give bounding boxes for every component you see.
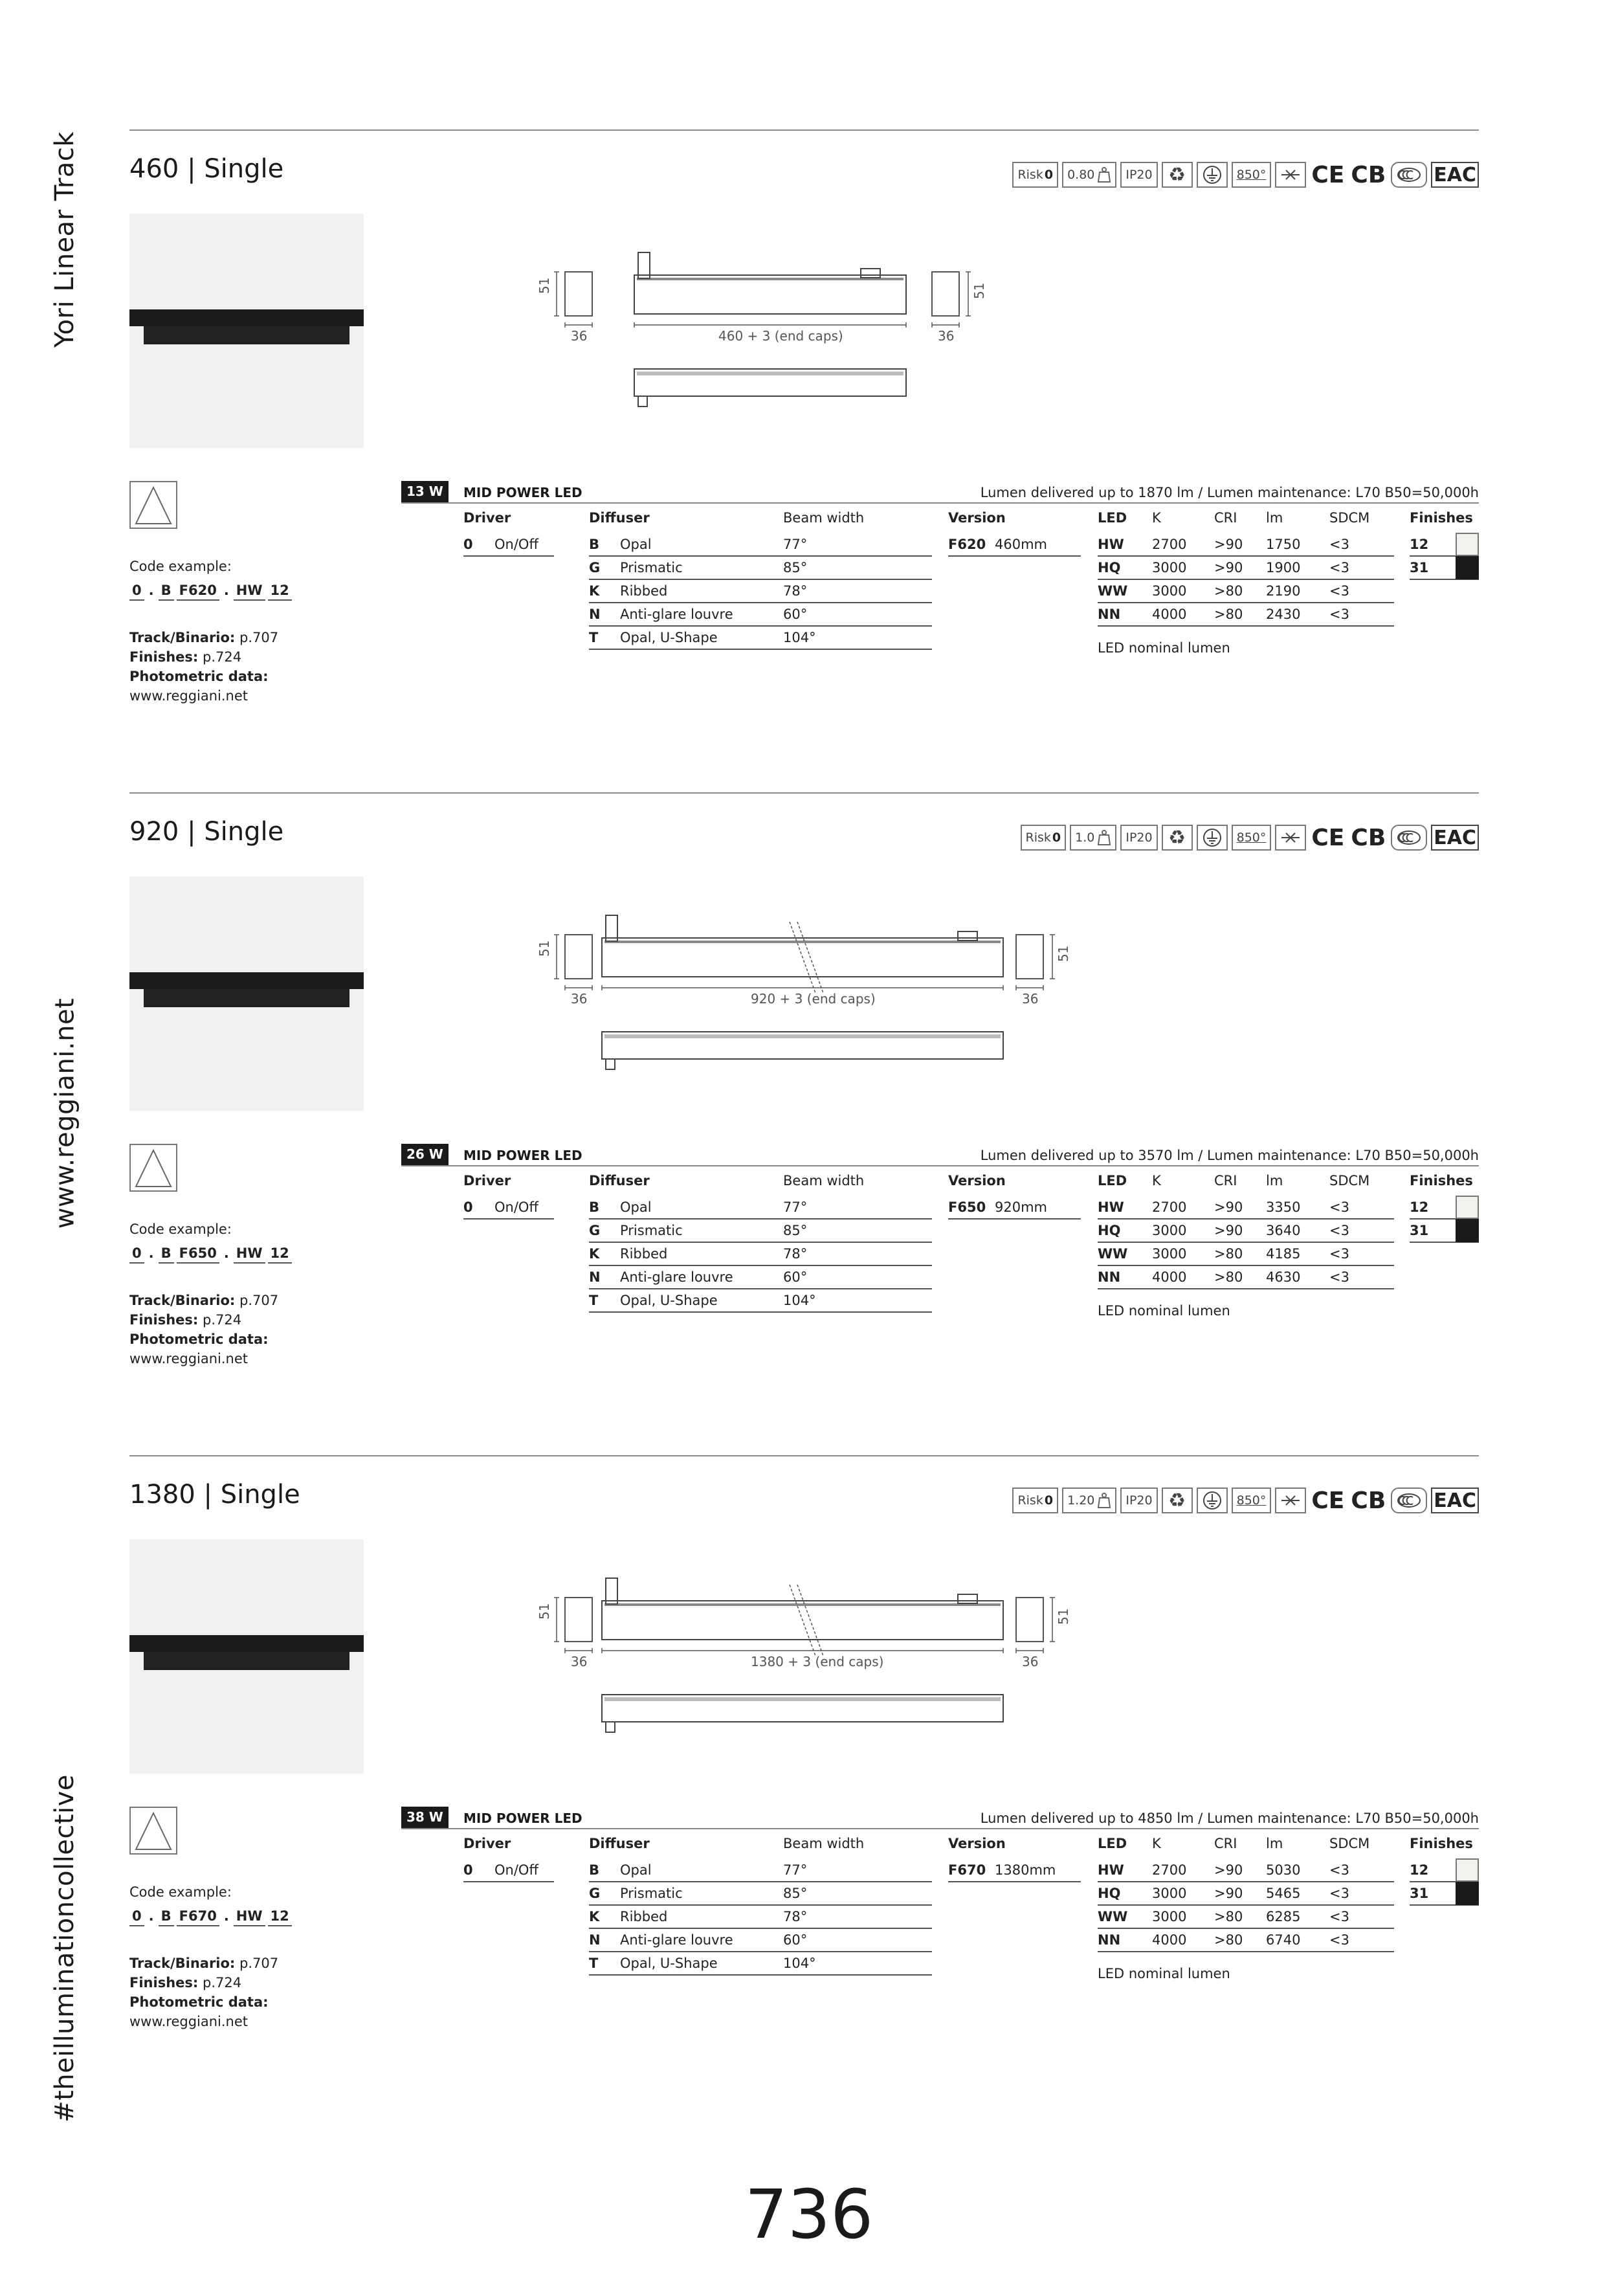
risk-badge: Risk 0: [1021, 825, 1067, 851]
led-row: WW 3000 >80 4185 <3: [1098, 1243, 1394, 1266]
ground-icon: [1197, 1488, 1228, 1513]
dim-length: 460 + 3 (end caps): [718, 328, 843, 344]
reference-info: Track/Binario: p.707 Finishes: p.724 Photometric data: www.reggiani.net: [129, 1291, 278, 1368]
photometric-icon: [129, 1807, 177, 1855]
code-version: F670: [177, 1908, 219, 1926]
break-lines: [790, 1585, 823, 1656]
temperature-badge: 850°: [1232, 162, 1272, 188]
cb-mark: CB: [1351, 824, 1386, 851]
finish-swatch: [1456, 1858, 1479, 1882]
led-row: HW 2700 >90 3350 <3: [1098, 1196, 1394, 1220]
diffuser-row: G Prismatic 85°: [589, 557, 932, 580]
led-row: HW 2700 >90 5030 <3: [1098, 1859, 1394, 1882]
ip-rating-badge: IP20: [1120, 825, 1157, 851]
code-diffuser: B: [159, 1245, 174, 1264]
version-column: Version F670 1380mm: [948, 1836, 1081, 1882]
website-link[interactable]: www.reggiani.net: [129, 1351, 249, 1366]
end-view-left: [565, 935, 592, 979]
diffuser-row: T Opal, U-Shape 104°: [589, 1289, 932, 1313]
product-photo: [129, 1539, 364, 1774]
cb-mark: CB: [1351, 161, 1386, 188]
code-example: 0 . B F650 . HW 12: [129, 1245, 292, 1264]
product-section-3: [129, 1455, 1479, 2119]
dim-width-left: 36: [571, 991, 588, 1007]
led-type: MID POWER LED: [463, 1148, 582, 1163]
side-text-hashtag: #theilluminationcollective: [50, 1774, 80, 2123]
led-column: LED K CRI lm SDCM HW 2700 >90 5030 <3 HQ 3000 >90 5465 <3 WW 3000 >80 6285 <3 NN 4000 >80 6740 <3: [1098, 1836, 1394, 1952]
section-title: 1380 | Single: [129, 1480, 300, 1510]
code-version: F620: [177, 583, 219, 601]
nominal-lumen-note: LED nominal lumen: [1098, 640, 1230, 656]
diffuser-row: N Anti-glare louvre 60°: [589, 1929, 932, 1952]
finishes-column: Finishes 12 31: [1410, 1836, 1479, 1906]
connector-bottom: [606, 1722, 615, 1732]
led-type: MID POWER LED: [463, 1811, 582, 1826]
code-led: HW: [234, 583, 265, 601]
finish-swatch: [1456, 1196, 1479, 1219]
led-row: HQ 3000 >90 5465 <3: [1098, 1882, 1394, 1906]
diffuser-column: Diffuser Beam width B Opal 77° G Prismatic 85° K Ribbed 78° N Anti-glare louvre 60° T Opal, U-Shape 104°: [589, 1836, 932, 1976]
led-row: NN 4000 >80 4630 <3: [1098, 1266, 1394, 1289]
luminaire-body: [144, 326, 349, 344]
code-driver: 0: [129, 583, 144, 601]
finish-swatch: [1456, 1882, 1479, 1905]
finish-swatch: [1456, 533, 1479, 556]
section-divider: [129, 1455, 1479, 1456]
specification-table: [401, 481, 1479, 675]
specification-table: [401, 1807, 1479, 2001]
driver-column: Driver 0 On/Off: [463, 1173, 554, 1220]
diffuser-row: T Opal, U-Shape 104°: [589, 627, 932, 650]
wattage-badge: 26 W: [401, 1144, 449, 1166]
version-column: Version F620 460mm: [948, 510, 1081, 557]
break-lines: [790, 922, 823, 993]
led-row: NN 4000 >80 2430 <3: [1098, 603, 1394, 627]
track-rail: [129, 1635, 364, 1652]
finishes-column: Finishes 12 31: [1410, 1173, 1479, 1243]
product-photo: [129, 876, 364, 1111]
weight-icon: [1097, 829, 1111, 846]
finish-row: 31: [1410, 1220, 1479, 1243]
ground-icon: [1197, 162, 1228, 188]
dim-height-right: 51: [971, 282, 987, 299]
certification-badges: [1012, 161, 1479, 189]
adapter-right: [958, 1594, 977, 1603]
led-row: HQ 3000 >90 3640 <3: [1098, 1220, 1394, 1243]
finish-row: 12: [1410, 1859, 1479, 1882]
end-view-left: [565, 272, 592, 316]
diffuser-row: N Anti-glare louvre 60°: [589, 1266, 932, 1289]
side-text-website: www.reggiani.net: [50, 998, 80, 1229]
led-type: MID POWER LED: [463, 485, 582, 500]
code-led: HW: [234, 1908, 265, 1926]
diffuser-row: K Ribbed 78°: [589, 1906, 932, 1929]
specification-table: [401, 1144, 1479, 1338]
dim-width-right: 36: [1022, 991, 1039, 1007]
ground-icon: [1197, 825, 1228, 851]
ce-mark: CE: [1311, 161, 1345, 188]
finish-row: 12: [1410, 533, 1479, 557]
dim-height-left: 51: [537, 277, 552, 294]
driver-column: Driver 0 On/Off: [463, 510, 554, 557]
finish-row: 12: [1410, 1196, 1479, 1220]
version-column: Version F650 920mm: [948, 1173, 1081, 1220]
diffuser-row: K Ribbed 78°: [589, 1243, 932, 1266]
led-row: NN 4000 >80 6740 <3: [1098, 1929, 1394, 1952]
recycle-icon: ♻: [1162, 1488, 1193, 1513]
lumen-info: Lumen delivered up to 4850 lm / Lumen maintenance: L70 B50=50,000h: [980, 1811, 1479, 1826]
code-example: 0 . B F670 . HW 12: [129, 1908, 292, 1926]
reference-info: Track/Binario: p.707 Finishes: p.724 Photometric data: www.reggiani.net: [129, 1954, 278, 2031]
diffuser-row: B Opal 77°: [589, 1859, 932, 1882]
code-example-label: Code example:: [129, 1221, 232, 1237]
dim-height-right: 51: [1056, 1608, 1071, 1625]
diffuser-row: T Opal, U-Shape 104°: [589, 1952, 932, 1976]
weight-icon: [1097, 166, 1111, 183]
ce-mark: CE: [1311, 824, 1345, 851]
no-dispose-icon: [1275, 162, 1306, 188]
section-divider: [129, 792, 1479, 794]
code-example-label: Code example:: [129, 559, 232, 574]
technical-drawing: [518, 876, 1071, 1090]
enec-icon: [1391, 162, 1427, 188]
finish-swatch: [1456, 556, 1479, 579]
code-diffuser: B: [159, 1908, 174, 1926]
ip-rating-badge: IP20: [1120, 162, 1157, 188]
adapter-right: [958, 931, 977, 941]
temperature-badge: 850°: [1232, 825, 1272, 851]
diffuser-column: Diffuser Beam width B Opal 77° G Prismatic 85° K Ribbed 78° N Anti-glare louvre 60° T Opal, U-Shape 104°: [589, 510, 932, 650]
dim-height-left: 51: [537, 940, 552, 957]
finish-row: 31: [1410, 1882, 1479, 1906]
section-title: 920 | Single: [129, 817, 284, 847]
technical-drawing: [518, 1539, 1071, 1753]
finish-row: 31: [1410, 557, 1479, 580]
section-divider: [129, 129, 1479, 131]
code-example-label: Code example:: [129, 1884, 232, 1900]
side-text-product-family: Yori Linear Track: [50, 131, 80, 348]
finish-swatch: [1456, 1219, 1479, 1242]
risk-badge: Risk 0: [1012, 162, 1058, 188]
end-view-right: [932, 272, 959, 316]
dim-length: 1380 + 3 (end caps): [751, 1654, 884, 1669]
code-driver: 0: [129, 1908, 144, 1926]
eac-mark: EAC: [1431, 825, 1479, 851]
code-driver: 0: [129, 1245, 144, 1264]
risk-badge: Risk 0: [1012, 1488, 1058, 1513]
led-row: WW 3000 >80 6285 <3: [1098, 1906, 1394, 1929]
adapter-right: [861, 269, 880, 278]
certification-badges: [1021, 823, 1479, 852]
dim-height-right: 51: [1056, 945, 1071, 962]
led-row: WW 3000 >80 2190 <3: [1098, 580, 1394, 603]
wattage-badge: 13 W: [401, 481, 449, 503]
page-number: 736: [744, 2175, 874, 2254]
diffuser-column: Diffuser Beam width B Opal 77° G Prismatic 85° K Ribbed 78° N Anti-glare louvre 60° T Opal, U-Shape 104°: [589, 1173, 932, 1313]
no-dispose-icon: [1275, 1488, 1306, 1513]
end-view-right: [1016, 935, 1043, 979]
photometric-icon: [129, 1144, 177, 1192]
eac-mark: EAC: [1431, 1488, 1479, 1513]
no-dispose-icon: [1275, 825, 1306, 851]
reference-info: Track/Binario: p.707 Finishes: p.724 Photometric data: www.reggiani.net: [129, 628, 278, 706]
track-rail: [129, 309, 364, 326]
product-photo: [129, 214, 364, 448]
dim-width-left: 36: [571, 328, 588, 344]
code-diffuser: B: [159, 583, 174, 601]
ce-mark: CE: [1311, 1487, 1345, 1514]
dim-width-right: 36: [1022, 1654, 1039, 1669]
dim-width-right: 36: [938, 328, 955, 344]
product-section-2: [129, 792, 1479, 1456]
diffuser-row: G Prismatic 85°: [589, 1882, 932, 1906]
diffuser-row: B Opal 77°: [589, 1196, 932, 1220]
recycle-icon: ♻: [1162, 825, 1193, 851]
led-row: HQ 3000 >90 1900 <3: [1098, 557, 1394, 580]
diffuser-row: G Prismatic 85°: [589, 1220, 932, 1243]
end-view-left: [565, 1598, 592, 1642]
eac-mark: EAC: [1431, 162, 1479, 188]
weight-badge: 1.20: [1062, 1488, 1116, 1513]
luminaire-body: [144, 1652, 349, 1670]
enec-icon: [1391, 825, 1427, 851]
website-link[interactable]: www.reggiani.net: [129, 688, 249, 704]
code-finish: 12: [268, 1908, 292, 1926]
nominal-lumen-note: LED nominal lumen: [1098, 1303, 1230, 1319]
lumen-info: Lumen delivered up to 3570 lm / Lumen maintenance: L70 B50=50,000h: [980, 1148, 1479, 1163]
weight-badge: 1.0: [1070, 825, 1116, 851]
led-column: LED K CRI lm SDCM HW 2700 >90 1750 <3 HQ 3000 >90 1900 <3 WW 3000 >80 2190 <3 NN 4000 >80 2430 <3: [1098, 510, 1394, 627]
enec-icon: [1391, 1488, 1427, 1513]
diffuser-row: K Ribbed 78°: [589, 580, 932, 603]
temperature-badge: 850°: [1232, 1488, 1272, 1513]
code-finish: 12: [268, 1245, 292, 1264]
diffuser-row: N Anti-glare louvre 60°: [589, 603, 932, 627]
finishes-column: Finishes 12 31: [1410, 510, 1479, 580]
photometric-icon: [129, 481, 177, 529]
nominal-lumen-note: LED nominal lumen: [1098, 1966, 1230, 1981]
connector-bottom: [606, 1059, 615, 1069]
code-example: 0 . B F620 . HW 12: [129, 583, 292, 601]
code-version: F650: [177, 1245, 219, 1264]
certification-badges: [1012, 1486, 1479, 1515]
luminaire-body: [144, 989, 349, 1007]
product-section-1: [129, 129, 1479, 793]
recycle-icon: ♻: [1162, 162, 1193, 188]
weight-icon: [1097, 1492, 1111, 1509]
ip-rating-badge: IP20: [1120, 1488, 1157, 1513]
connector-bottom: [638, 396, 647, 407]
dim-width-left: 36: [571, 1654, 588, 1669]
weight-badge: 0.80: [1062, 162, 1116, 188]
track-rail: [129, 972, 364, 989]
end-view-right: [1016, 1598, 1043, 1642]
code-led: HW: [234, 1245, 265, 1264]
dim-height-left: 51: [537, 1603, 552, 1620]
website-link[interactable]: www.reggiani.net: [129, 2014, 249, 2029]
technical-drawing: [518, 214, 987, 427]
led-row: HW 2700 >90 1750 <3: [1098, 533, 1394, 557]
diffuser-row: B Opal 77°: [589, 533, 932, 557]
profile-side-view: [634, 275, 906, 314]
dim-length: 920 + 3 (end caps): [751, 991, 876, 1007]
code-finish: 12: [268, 583, 292, 601]
section-title: 460 | Single: [129, 154, 284, 184]
lumen-info: Lumen delivered up to 1870 lm / Lumen maintenance: L70 B50=50,000h: [980, 485, 1479, 500]
cb-mark: CB: [1351, 1487, 1386, 1514]
wattage-badge: 38 W: [401, 1807, 449, 1829]
driver-column: Driver 0 On/Off: [463, 1836, 554, 1882]
led-column: LED K CRI lm SDCM HW 2700 >90 3350 <3 HQ 3000 >90 3640 <3 WW 3000 >80 4185 <3 NN 4000 >80 4630 <3: [1098, 1173, 1394, 1289]
